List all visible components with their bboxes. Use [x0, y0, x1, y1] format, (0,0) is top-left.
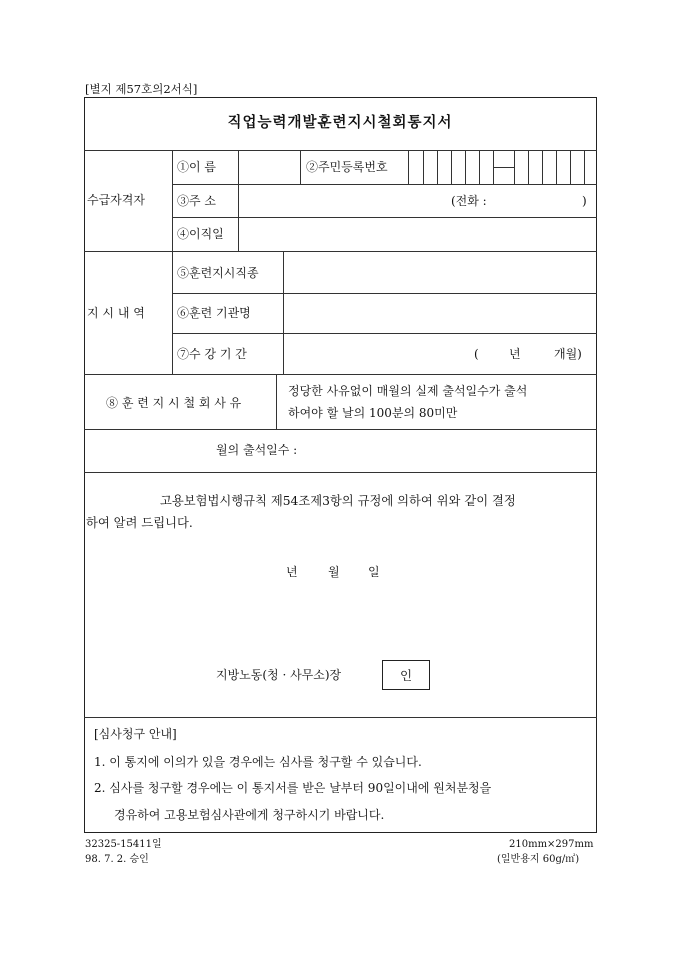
period-month: 개월) — [554, 347, 582, 361]
divider — [84, 717, 597, 718]
attendance-label: 월의 출석일수 : — [216, 443, 298, 457]
form-reference: [별지 제57호의2서식] — [85, 82, 198, 96]
rrn-box-divider — [437, 150, 438, 184]
divider — [84, 472, 597, 473]
resign-date-label: ④이직일 — [177, 227, 224, 241]
rrn-box-divider — [451, 150, 452, 184]
applicant-section-label: 수급자격자 — [87, 193, 145, 207]
name-label: ①이 름 — [177, 160, 216, 174]
appeal-item-1: 1. 이 통지에 이의가 있을 경우에는 심사를 청구할 수 있습니다. — [94, 755, 422, 769]
divider — [300, 150, 301, 184]
divider — [84, 429, 597, 430]
training-job-label: ⑤훈련지시직종 — [177, 266, 259, 280]
form-frame — [84, 97, 597, 833]
form-code: 32325-15411일 — [85, 839, 162, 850]
rrn-label: ②주민등록번호 — [306, 160, 388, 174]
withdrawal-reason-label: ⑧ 훈 련 지 시 철 회 사 유 — [106, 396, 242, 410]
divider — [172, 150, 173, 374]
date-year: 년 — [286, 565, 298, 579]
notice-line2: 하여 알려 드립니다. — [86, 516, 193, 530]
divider — [84, 150, 597, 151]
period-open-paren: ( — [474, 347, 479, 361]
training-institution-label: ⑥훈련 기관명 — [177, 306, 251, 320]
rrn-box-divider — [528, 150, 529, 184]
appeal-heading: [심사청구 안내] — [94, 727, 177, 741]
phone-close: ) — [582, 194, 587, 208]
rrn-box-divider — [514, 150, 515, 184]
withdrawal-reason-line2: 하여야 할 날의 100분의 80미만 — [288, 406, 458, 420]
page-title: 직업능력개발훈련지시철회통지서 — [227, 114, 453, 131]
phone-label: (전화 : — [451, 194, 487, 208]
divider — [283, 251, 284, 374]
rrn-box-divider — [584, 150, 585, 184]
divider — [172, 293, 597, 294]
notice-line1: 고용보험법시행규칙 제54조제3항의 규정에 의하여 위와 같이 결정 — [160, 494, 516, 508]
divider — [408, 150, 409, 184]
divider — [276, 374, 277, 429]
appeal-item-2-cont: 경유하여 고용보험심사관에게 청구하시기 바랍니다. — [114, 808, 385, 822]
rrn-box-divider — [423, 150, 424, 184]
rrn-box-divider — [465, 150, 466, 184]
period-year: 년 — [509, 347, 521, 361]
appeal-item-2: 2. 심사를 청구할 경우에는 이 통지서를 받은 날부터 90일이내에 원처분청을 — [94, 781, 492, 795]
divider — [84, 374, 597, 375]
rrn-box-divider — [542, 150, 543, 184]
withdrawal-reason-line1: 정당한 사유없이 매월의 실제 출석일수가 출석 — [288, 384, 528, 398]
address-label: ③주 소 — [177, 194, 216, 208]
training-period-label: ⑦수 강 기 간 — [177, 347, 247, 361]
paper-size: 210mm×297mm — [509, 839, 594, 850]
rrn-box-divider — [479, 150, 480, 184]
rrn-dash — [493, 167, 514, 168]
instruction-section-label: 지 시 내 역 — [87, 306, 145, 320]
seal-box: 인 — [382, 660, 430, 690]
date-month: 월 — [328, 565, 340, 579]
divider — [172, 184, 597, 185]
approval-date: 98. 7. 2. 승인 — [85, 854, 149, 865]
issuer-label: 지방노동(청 · 사무소)장 — [216, 668, 342, 682]
divider — [172, 333, 597, 334]
rrn-box-divider — [556, 150, 557, 184]
divider — [84, 251, 597, 252]
divider — [238, 150, 239, 251]
divider — [172, 217, 597, 218]
date-day: 일 — [368, 565, 380, 579]
rrn-box-divider — [570, 150, 571, 184]
paper-type: (일반용지 60g/㎡) — [497, 854, 580, 865]
